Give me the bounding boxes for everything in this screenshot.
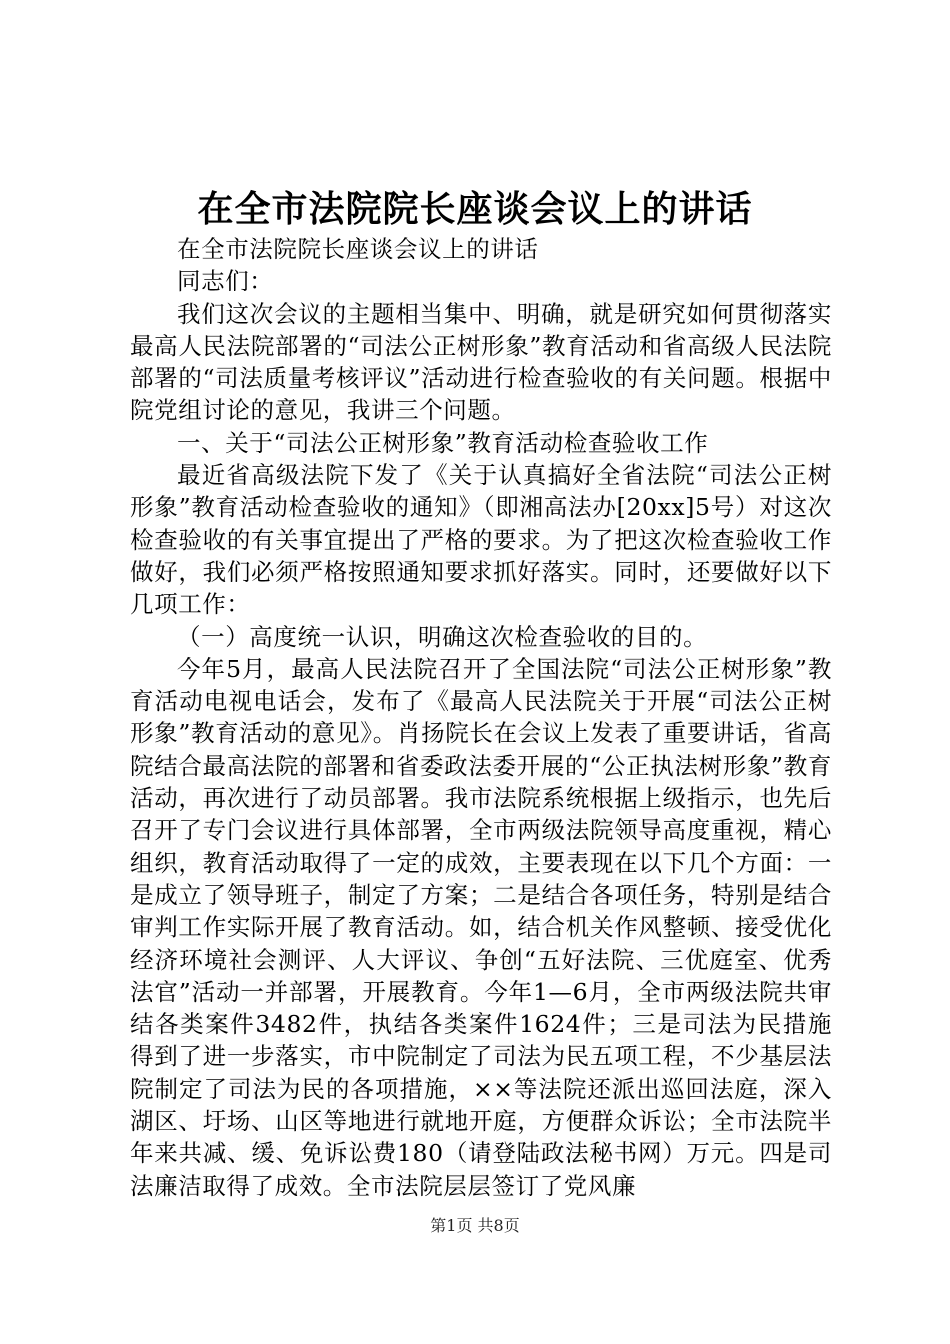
salutation-paragraph: 同志们： xyxy=(177,267,274,296)
body-paragraph: 最近省高级法院下发了《关于认真搞好全省法院“司法公正树形象”教育活动检查验收的通知》（即湘高法办[20xx]5号）对这次检查验收的有关事宜提出了严格的要求。为了把这次检查验收工作做好，我们必须严格按照通知要求抓好落实。同时，还要做好以下几项工作： xyxy=(130,461,832,619)
intro-paragraph: 我们这次会议的主题相当集中、明确，就是研究如何贯彻落实最高人民法院部署的“司法公正树形象”教育活动和省高级人民法院部署的“司法质量考核评议”活动进行检查验收的有关问题。根据中院党组讨论的意见，我讲三个问题。 xyxy=(130,299,832,425)
subsection-heading: （一）高度统一认识，明确这次检查验收的目的。 xyxy=(177,622,708,651)
page-title: 在全市法院院长座谈会议上的讲话 xyxy=(197,188,753,230)
page-footer: 第1页 共8页 xyxy=(430,1216,520,1235)
section-heading: 一、关于“司法公正树形象”教育活动检查验收工作 xyxy=(177,428,709,457)
document-body xyxy=(130,233,832,1202)
body-paragraph: 今年5月，最高人民法院召开了全国法院“司法公正树形象”教育活动电视电话会，发布了《最高人民法院关于开展“司法公正树形象”教育活动的意见》。肖扬院长在会议上发表了重要讲话，省高院结合最高法院的部署和省委政法委开展的“公正执法树形象”教育活动，再次进行了动员部署。我市法院系统根据上级指示，也先后召开了专门会议进行具体部署，全市两级法院领导高度重视，精心组织，教育活动取得了一定的成效，主要表现在以下几个方面：一是成立了领导班子，制定了方案；二是结合各项任务，特别是结合审判工作实际开展了教育活动。如，结合机关作风整顿、接受优化经济环境社会测评、人大评议、争创“五好法院、三优庭室、优秀法官”活动一并部署，开展教育。今年1—6月，全市两级法院共审结各类案件3482件，执结各类案件1624件；三是司法为民措施得到了进一步落实，市中院制定了司法为民五项工程，不少基层法院制定了司法为民的各项措施，××等法院还派出巡回法庭，深入湖区、圩场、山区等地进行就地开庭，方便群众诉讼；全市法院半年来共减、缓、免诉讼费180（请登陆政法秘书网）万元。四是司法廉洁取得了成效。全市法院层层签订了党风廉 xyxy=(130,654,832,1200)
subtitle-paragraph: 在全市法院院长座谈会议上的讲话 xyxy=(177,235,539,263)
